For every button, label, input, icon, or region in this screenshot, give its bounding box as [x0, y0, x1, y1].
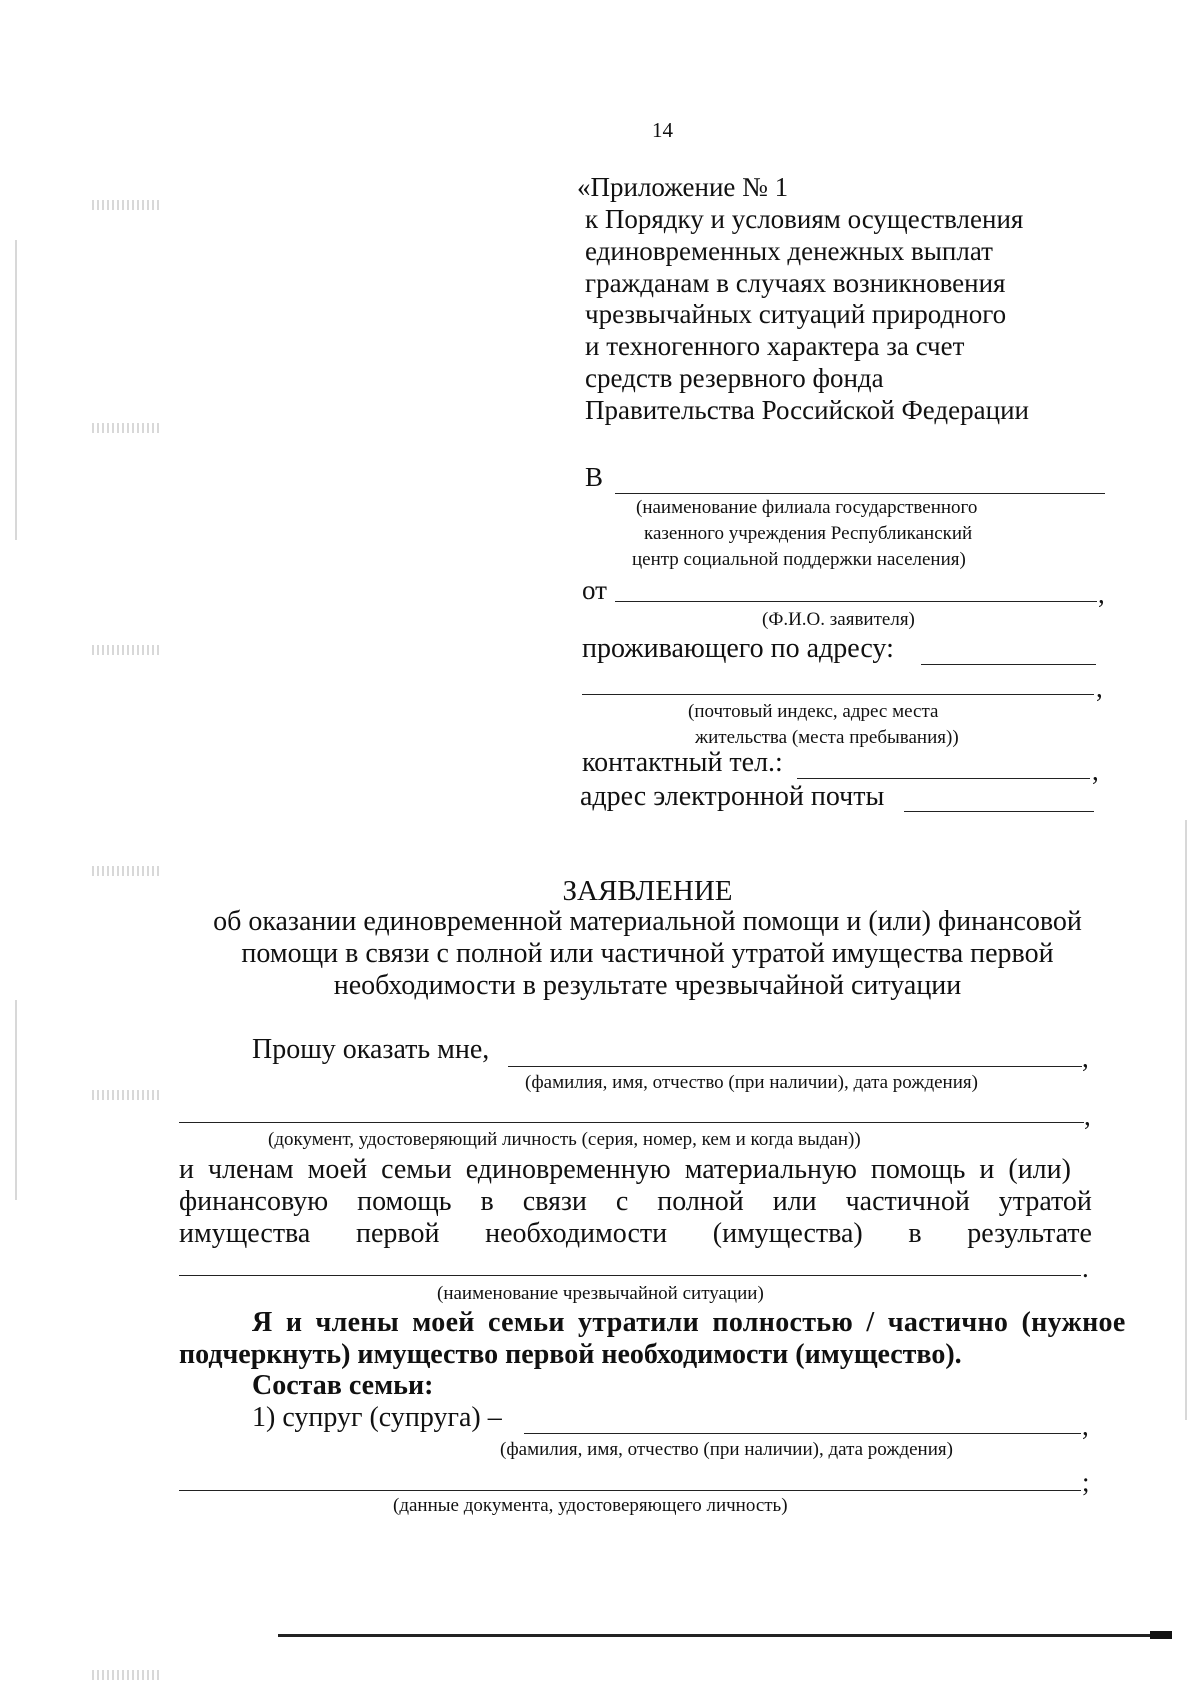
address-caption: жительства (места пребывания)) [695, 727, 959, 748]
appendix-line: чрезвычайных ситуаций природного [585, 299, 1007, 329]
scan-artifact [92, 200, 162, 210]
word: связи [522, 1186, 587, 1217]
document-comma: , [1084, 1101, 1091, 1131]
phone-label: контактный тел.: [582, 747, 783, 778]
scan-artifact [92, 1090, 162, 1100]
paragraph-line-justified [179, 1218, 1092, 1250]
scan-artifact [92, 1670, 162, 1680]
spouse-doc-caption: (данные документа, удостоверяющего личность) [393, 1495, 788, 1516]
footer-rule-end [1150, 1631, 1172, 1639]
to-label: В [585, 462, 604, 492]
paragraph-line [179, 1154, 1092, 1186]
statement-subtitle: необходимости в результате чрезвычайной ситуации [333, 970, 962, 1001]
word: (имущества) [712, 1218, 863, 1249]
footer-rule [278, 1634, 1172, 1637]
word: в [480, 1186, 494, 1217]
word: необходимости [485, 1218, 668, 1249]
statement-subtitle: помощи в связи с полной или частичной утратой имущества первой [241, 938, 1054, 969]
spouse-field-line[interactable] [524, 1433, 1081, 1434]
address-field-line[interactable] [921, 664, 1096, 665]
scan-artifact [15, 240, 17, 540]
emergency-caption: (наименование чрезвычайной ситуации) [437, 1283, 764, 1304]
word: имущества [179, 1218, 311, 1249]
family-label: Состав семьи: [252, 1370, 434, 1401]
word: полной [657, 1186, 744, 1217]
word: утратой [998, 1186, 1092, 1217]
appendix-line: средств резервного фонда [585, 363, 884, 393]
from-label: от [582, 575, 607, 605]
scan-artifact [15, 1000, 17, 1200]
from-field-line[interactable] [615, 601, 1097, 602]
to-caption: (наименование филиала государственного [636, 497, 978, 518]
email-field-line[interactable] [904, 811, 1094, 812]
page-number: 14 [652, 118, 673, 142]
appendix-title: «Приложение № 1 [577, 172, 789, 202]
word: или [772, 1186, 817, 1217]
word: финансовую [179, 1186, 329, 1217]
word: результате [967, 1218, 1092, 1249]
word: первой [356, 1218, 440, 1249]
spouse-label: 1) супруг (супруга) – [252, 1402, 502, 1433]
phone-field-line[interactable] [797, 778, 1090, 779]
spouse-doc-field-line[interactable] [179, 1490, 1081, 1491]
request-label: Прошу оказать мне, [252, 1034, 490, 1065]
from-caption: (Ф.И.О. заявителя) [762, 609, 915, 630]
fio-field-line[interactable] [508, 1066, 1082, 1067]
from-comma: , [1098, 579, 1105, 609]
scan-artifact [92, 423, 162, 433]
fio-comma: , [1082, 1043, 1089, 1073]
appendix-line: гражданам в случаях возникновения [585, 268, 1006, 298]
word: в [908, 1218, 922, 1249]
word: частичной [845, 1186, 970, 1217]
paragraph-text: подчеркнуть) имущество первой необходимости (имущество). [179, 1339, 962, 1370]
appendix-line: Правительства Российской Федерации [585, 395, 1029, 425]
statement-title: ЗАЯВЛЕНИЕ [562, 875, 733, 907]
to-caption: казенного учреждения Республиканский [644, 523, 973, 544]
statement-subtitle: об оказании единовременной материальной помощи и (или) финансовой [213, 906, 1082, 937]
emergency-field-line[interactable] [179, 1275, 1081, 1276]
spouse-comma: , [1082, 1411, 1089, 1441]
appendix-line: единовременных денежных выплат [585, 236, 993, 266]
spouse-doc-semicolon: ; [1082, 1467, 1090, 1497]
to-caption: центр социальной поддержки населения) [632, 549, 966, 570]
address-caption: (почтовый индекс, адрес места [688, 701, 939, 722]
appendix-line: к Порядку и условиям осуществления [585, 204, 1024, 234]
phone-comma: , [1092, 756, 1099, 786]
appendix-line: и техногенного характера за счет [585, 331, 965, 361]
fio-caption: (фамилия, имя, отчество (при наличии), дата рождения) [525, 1072, 978, 1093]
email-label: адрес электронной почты [580, 781, 885, 812]
spouse-caption: (фамилия, имя, отчество (при наличии), дата рождения) [500, 1439, 953, 1460]
to-field-line[interactable] [615, 493, 1105, 494]
residing-label: проживающего по адресу: [582, 633, 894, 664]
paragraph-text: Я и члены моей семьи утратили полностью / частично (нужное [252, 1307, 1126, 1338]
document-caption: (документ, удостоверяющий личность (серия, номер, кем и когда выдан)) [268, 1129, 861, 1150]
address-comma: , [1096, 673, 1103, 703]
emergency-period: . [1082, 1253, 1089, 1283]
document-field-line[interactable] [179, 1122, 1084, 1123]
paragraph-line-justified [179, 1186, 1092, 1218]
address-field-line-2[interactable] [582, 694, 1094, 695]
scan-artifact [92, 645, 162, 655]
word: помощь [357, 1186, 452, 1217]
word: с [615, 1186, 629, 1217]
paragraph-text: и членам моей семьи единовременную материальную помощь и (или) [179, 1154, 1071, 1185]
